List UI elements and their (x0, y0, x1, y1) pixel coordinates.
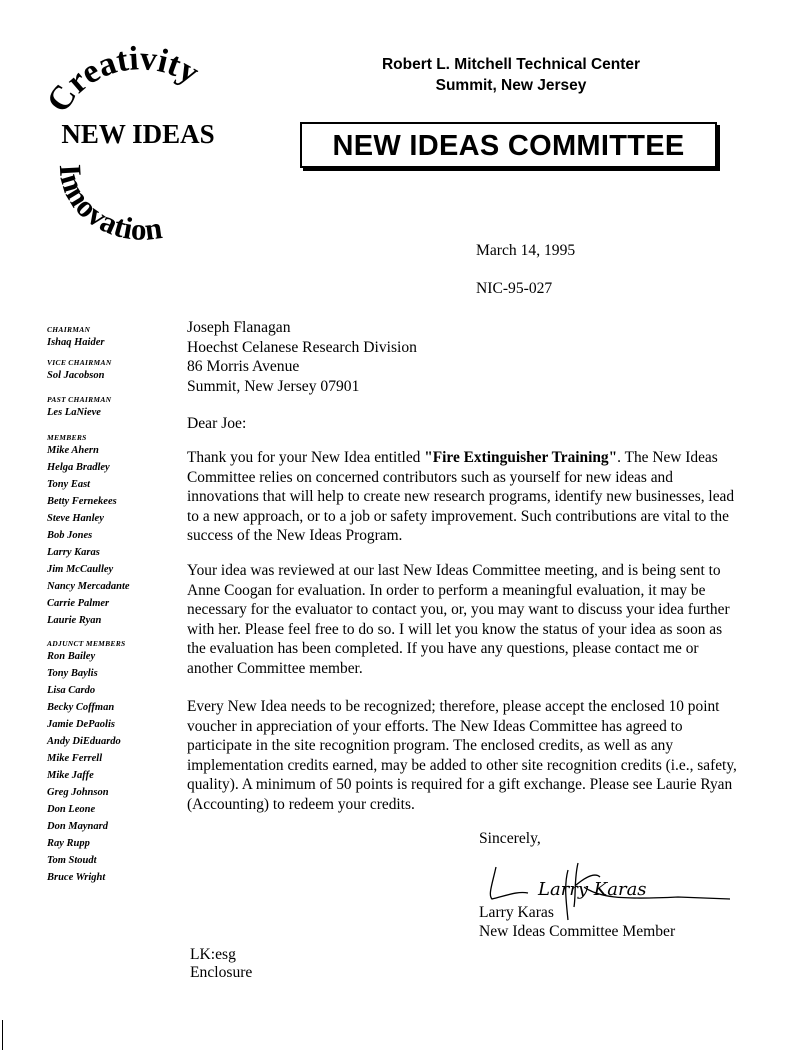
paragraph-1 (187, 448, 787, 546)
adjunct-members-label: ADJUNCT MEMBERS (47, 639, 126, 648)
member-name: Carrie Palmer (47, 598, 110, 609)
idea-title: "Fire Extinguisher Training" (424, 449, 618, 466)
signer-title: New Ideas Committee Member (479, 923, 676, 940)
member-name: Don Leone (47, 804, 96, 815)
chairman-label: CHAIRMAN (47, 325, 91, 334)
address-line: Joseph Flanagan (187, 319, 291, 336)
member-name: Laurie Ryan (47, 615, 102, 626)
member-name: Ron Bailey (47, 651, 96, 662)
svg-text:Larry Karas: Larry Karas (538, 879, 647, 900)
member-name: Bruce Wright (47, 872, 106, 883)
member-name: Larry Karas (47, 547, 100, 558)
member-name: Mike Ferrell (47, 753, 103, 764)
p1-rest: . The New Ideas Committee relies on concerned contributors such as yourself for new ideas and innovations that will help to create new research programs, identify new businesses, lead to a new approach, or to a job or safety improvement. Such contributions are vital to the success of the New Ideas Program. (187, 449, 735, 545)
member-name: Tom Stoudt (47, 855, 97, 866)
past-chairman-name: Les LaNieve (47, 407, 101, 418)
closing: Sincerely, (479, 830, 541, 847)
member-name: Andy DiEduardo (47, 736, 121, 747)
member-name: Lisa Cardo (47, 685, 96, 696)
scan-artifact (2, 1020, 3, 1050)
p1-start: Thank you for your New Idea entitled (187, 449, 425, 466)
recipient-address (187, 318, 417, 396)
members-label: MEMBERS (47, 433, 87, 442)
committee-title: NEW IDEAS COMMITTEE (300, 122, 717, 168)
logo-creativity: Creativity (39, 40, 206, 119)
member-name: Tony East (47, 479, 91, 490)
address-line: Hoechst Celanese Research Division (187, 338, 417, 356)
member-name: Greg Johnson (47, 787, 109, 798)
past-chairman-label: PAST CHAIRMAN (47, 395, 112, 404)
reference-number: NIC-95-027 (476, 280, 553, 297)
paragraph-3: Every New Idea needs to be recognized; therefore, please accept the enclosed 10 point voucher in appreciation of your efforts. The New Ideas Committee has agreed to participate in the site recognition program. The enclosed credits, as well as any implementation credits earned, may be added to other site recognition credits (i.e., safety, quality). A minimum of 50 points is required for a gift exchange. Please see Laurie Ryan (Accounting) to redeem your credits. (187, 698, 737, 813)
logo-new-ideas: NEW IDEAS (61, 119, 215, 149)
member-name: Bob Jones (47, 530, 93, 541)
members-list (47, 442, 177, 629)
member-name: Jim McCaulley (47, 564, 114, 575)
committee-roster (47, 325, 177, 886)
member-name: Nancy Mercadante (47, 581, 130, 592)
member-name: Mike Ahern (47, 445, 99, 456)
center-name: Robert L. Mitchell Technical Center (381, 56, 641, 73)
address-line: Summit, New Jersey 07901 (187, 377, 360, 395)
member-name: Becky Coffman (47, 702, 115, 713)
paragraph-2: Your idea was reviewed at our last New Ideas Committee meeting, and is being sent to Anne Coogan for evaluation. In order to perform a meaningful evaluation, it may be necessary for the evaluator to contact you, or, you may want to discuss your idea further with her. Please feel free to do so. I will let you know the status of your idea as soon as the evaluation has been completed. If you have any questions, please contact me or another Committee member. (187, 562, 730, 677)
member-name: Jamie DePaolis (47, 719, 115, 730)
center-location: Summit, New Jersey (435, 77, 587, 94)
adjunct-members-list (47, 648, 177, 886)
initials: LK:esg (190, 946, 236, 963)
enclosure-note: Enclosure (190, 964, 253, 981)
logo-innovation: Innovation (52, 163, 165, 240)
member-name: Helga Bradley (47, 462, 110, 473)
chairman-name: Ishaq Haider (47, 337, 105, 348)
letter-date: March 14, 1995 (476, 242, 576, 259)
member-name: Ray Rupp (47, 838, 90, 849)
address-line: 86 Morris Avenue (187, 358, 300, 376)
member-name: Betty Fernekees (47, 496, 117, 507)
member-name: Don Maynard (47, 821, 108, 832)
vice-chairman-label: VICE CHAIRMAN (47, 358, 112, 367)
logo (30, 40, 260, 240)
vice-chairman-name: Sol Jacobson (47, 370, 105, 381)
salutation: Dear Joe: (187, 415, 247, 432)
member-name: Tony Baylis (47, 668, 98, 679)
signer-name: Larry Karas (479, 904, 554, 921)
member-name: Mike Jaffe (47, 770, 94, 781)
member-name: Steve Hanley (47, 513, 104, 524)
